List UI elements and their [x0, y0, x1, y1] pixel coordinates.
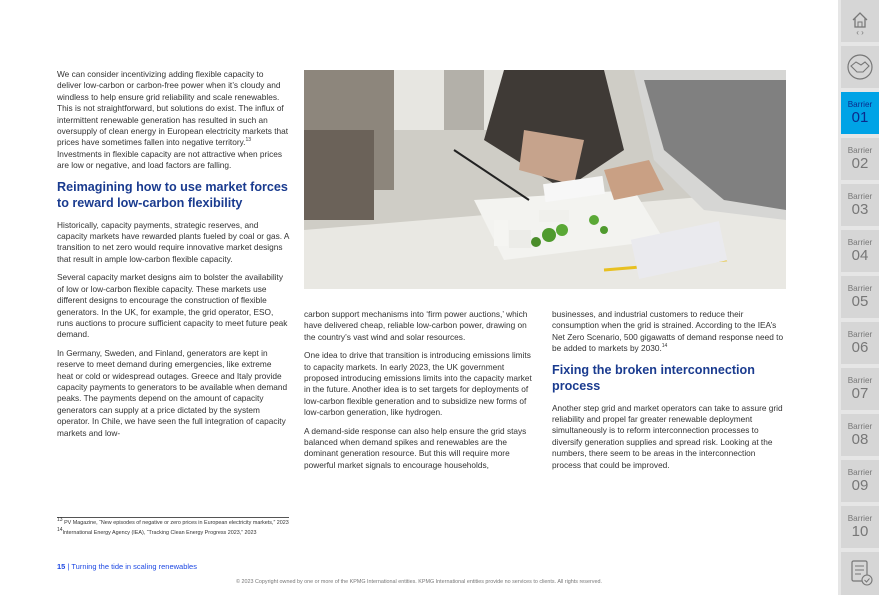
sidebar-item-barrier-02[interactable] — [841, 138, 879, 180]
paragraph: Several capacity market designs aim to bolster the availability of low or low-carbon flexible capacity. These markets use different designs to encourage the construction of flexible generators. In the UK, for example, the grid operator, ESO, runs auctions to procure sufficient capacity to meet future peak demand. — [57, 272, 288, 340]
paragraph — [552, 309, 784, 355]
page-number: 15 — [57, 562, 66, 571]
sidebar-item-label: Barrier — [847, 146, 873, 155]
paragraph: carbon support mechanisms into ‘firm power auctions,’ which have delivered cheap, reliable low-carbon power, drawing on the country’s vast wind and solar resources. — [304, 309, 528, 342]
sidebar-item-barrier-04[interactable] — [841, 230, 879, 272]
sidebar-item-label: Barrier — [847, 284, 873, 293]
footnote — [57, 526, 377, 539]
sidebar-item-number: 04 — [851, 247, 869, 264]
footnote-ref[interactable]: 13 — [245, 137, 252, 144]
page-footer — [57, 562, 197, 571]
footnote-text: PV Magazine, “New episodes of negative or zero prices in European electricity markets,” 2023 — [64, 520, 289, 526]
sidebar-item-number: 10 — [851, 523, 869, 540]
footer-title[interactable]: Turning the tide in scaling renewables — [71, 562, 197, 571]
sidebar-item-label: Barrier — [847, 330, 873, 339]
paragraph-text: Investments in flexible capacity are not attractive when prices are low or negative, and load factors are falling. — [57, 148, 283, 171]
sidebar-item-label: Barrier — [847, 100, 873, 109]
column-2 — [304, 309, 540, 478]
sidebar-item-number: 02 — [851, 155, 869, 172]
sidebar-item-label: Barrier — [847, 238, 873, 247]
sidebar-item-barrier-09[interactable] — [841, 460, 879, 502]
sidebar-item-label: Barrier — [847, 422, 873, 431]
sidebar-item-number: 01 — [851, 109, 869, 126]
paragraph: In Germany, Sweden, and Finland, generators are kept in reserve to meet demand during emergencies, like extreme heat or cold or widespread outages. Greece and Italy provide capacity payments to generators to be available when demand peaks. The payments depend on the amount of capacity generators can supply at a price dictated by the system operator. In Chile, we have seen the full integration of capacity markets and low- — [57, 347, 288, 438]
footnote-divider — [57, 517, 289, 518]
footnote-ref[interactable]: 14 — [661, 343, 668, 350]
sidebar-item-number: 08 — [851, 431, 869, 448]
paragraph — [57, 69, 289, 172]
sidebar-item-number: 05 — [851, 293, 869, 310]
paragraph-text: We can consider incentivizing adding flexible capacity to deliver low-carbon or carbon-free power when it’s cloudy and windless to help ensure grid reliability and scale renewables. This is not straightforward, but solutions do exist. The influx of intermittent renewable generation has resulted in such an oversupply of clean energy in European electricity markets that prices have sometimes fallen into negative territory. — [57, 69, 289, 148]
paragraph-text: businesses, and industrial customers to reduce their consumption when the grid is strained. According to the IEA’s Net Zero Scenario, 500 gigawatts of demand response need to be added to markets by 2030. — [552, 309, 784, 354]
sidebar-nav — [838, 0, 879, 595]
sidebar-item-barrier-03[interactable] — [841, 184, 879, 226]
sidebar-item-barrier-07[interactable] — [841, 368, 879, 410]
footer-separator: | — [67, 562, 70, 571]
home-button[interactable] — [841, 0, 879, 42]
sidebar-item-barrier-06[interactable] — [841, 322, 879, 364]
section-heading: Fixing the broken interconnection process — [552, 362, 755, 394]
paragraph: A demand-side response can also help ensure the grid stays balanced when demand spikes and renewables are the dominant generation resource. But this will require more powerful market signals to encourage households, — [304, 425, 527, 470]
sidebar-item-label: Barrier — [847, 468, 873, 477]
hero-photo — [304, 70, 786, 289]
handshake-icon — [841, 46, 879, 88]
sidebar-item-barrier-10[interactable] — [841, 506, 879, 548]
photo-illustration — [304, 70, 786, 289]
footnote-text: International Energy Agency (IEA), “Tracking Clean Energy Progress 2023,” 2023 — [62, 529, 257, 536]
nav-arrows[interactable]: ‹ › — [856, 28, 864, 37]
sidebar-item-barrier-08[interactable] — [841, 414, 879, 456]
handshake-button[interactable] — [841, 46, 879, 88]
paragraph: One idea to drive that transition is introducing emissions limits to capacity markets. In early 2023, the UK government proposed introducing emissions limits into the capacity market in the future. Another idea is to set targets for deployments of low-carbon flexible generation and to subsidize new forms of low-carbon generation, like hydrogen. — [304, 350, 532, 418]
column-3 — [552, 309, 784, 478]
checklist-button[interactable] — [841, 552, 879, 595]
column-1 — [57, 69, 289, 446]
footnote-number: 14 — [57, 526, 63, 533]
section-heading: Reimagining how to use market forces to reward low-carbon flexibility — [57, 179, 288, 211]
sidebar-item-barrier-05[interactable] — [841, 276, 879, 318]
checklist-icon — [841, 552, 879, 595]
copyright-notice: © 2023 Copyright owned by one or more of the KPMG International entities. KPMG International entities provide no services to clients. All rights reserved. — [236, 579, 602, 585]
paragraph: Historically, capacity payments, strategic reserves, and capacity markets have rewarded plants fueled by coal or gas. A transition to net zero would require innovative market designs that result in ample low-carbon flexible capacity. — [57, 219, 289, 264]
paragraph: Another step grid and market operators can take to assure grid reliability and propel far greater renewable deployment simultaneously is to reform interconnection processes to diversify generation supplies and spread risk. Looking at the numbers, there seem to be areas in the interconnection process that could be improved. — [552, 402, 783, 470]
sidebar-item-number: 03 — [851, 201, 869, 218]
footnote-number: 13 — [57, 517, 63, 524]
sidebar-item-number: 07 — [851, 385, 869, 402]
sidebar-item-number: 09 — [851, 477, 869, 494]
sidebar-item-label: Barrier — [847, 192, 873, 201]
sidebar-item-label: Barrier — [847, 514, 873, 523]
sidebar-item-barrier-01[interactable] — [841, 92, 879, 134]
footnote — [57, 519, 377, 529]
sidebar-item-label: Barrier — [847, 376, 873, 385]
footnotes — [57, 519, 377, 538]
sidebar-item-number: 06 — [851, 339, 869, 356]
